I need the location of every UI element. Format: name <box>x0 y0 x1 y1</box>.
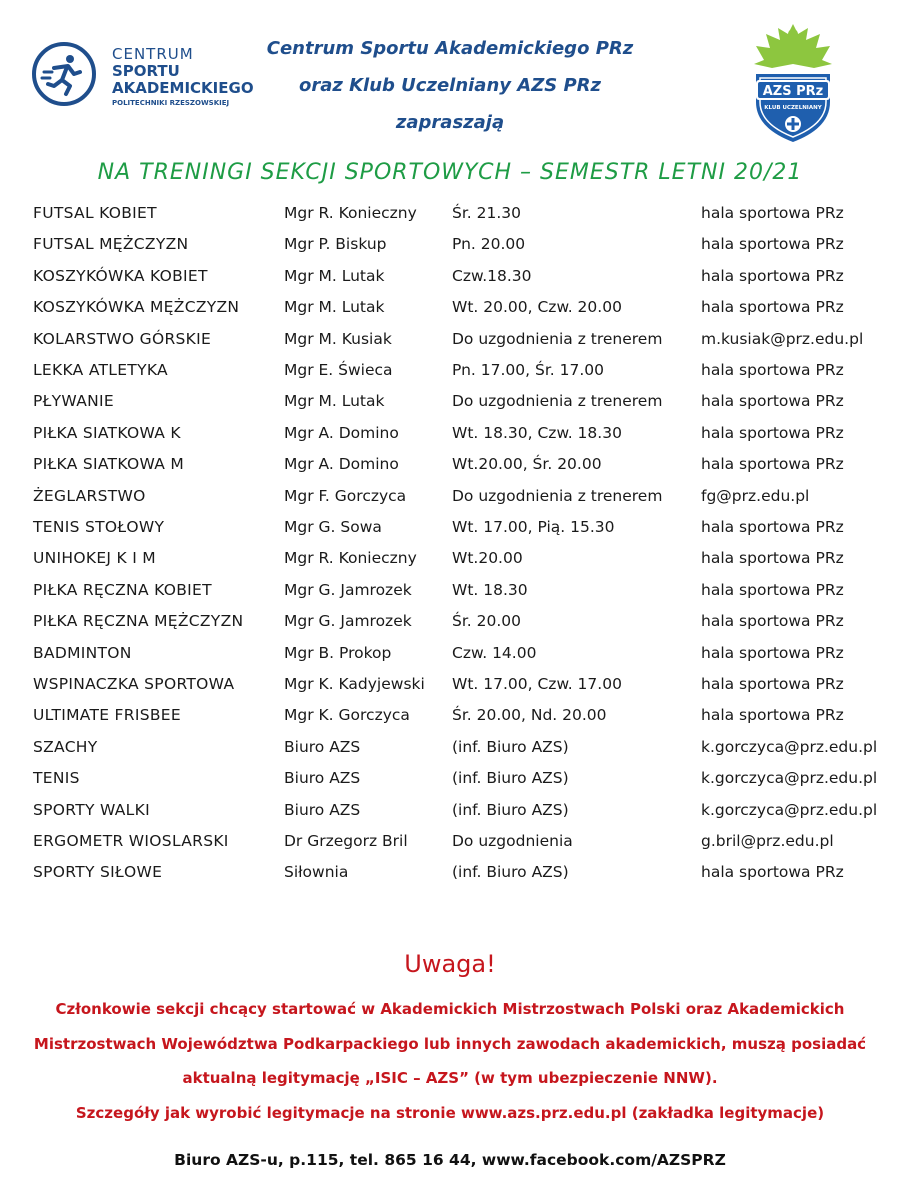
csa-logo-line2: SPORTU <box>112 62 180 80</box>
azs-logo <box>748 20 838 145</box>
coach-name: Mgr M. Kusiak <box>284 329 392 348</box>
schedule-row <box>0 549 900 580</box>
section-name: FUTSAL MĘŻCZYZN <box>33 235 189 254</box>
schedule-row <box>0 644 900 675</box>
coach-name: Biuro AZS <box>284 800 361 819</box>
training-time: Wt. 20.00, Czw. 20.00 <box>452 298 622 317</box>
training-location: hala sportowa PRz <box>701 675 844 693</box>
section-name: BADMINTON <box>33 643 132 662</box>
section-name: WSPINACZKA SPORTOWA <box>33 675 235 693</box>
training-time: Pn. 20.00 <box>452 235 526 254</box>
schedule-row <box>0 298 900 329</box>
coach-name: Biuro AZS <box>284 769 361 788</box>
training-location: hala sportowa PRz <box>701 580 844 599</box>
training-location: k.gorczyca@prz.edu.pl <box>701 737 878 756</box>
section-name: TENIS <box>33 769 80 788</box>
training-time: Wt. 17.00, Czw. 17.00 <box>452 675 622 693</box>
training-location: k.gorczyca@prz.edu.pl <box>701 800 878 819</box>
training-time: (inf. Biuro AZS) <box>452 800 569 819</box>
schedule-row <box>0 518 900 549</box>
note-line: Szczegóły jak wyrobić legitymacje na stronie www.azs.prz.edu.pl (zakładka legitymacje) <box>75 1103 825 1122</box>
training-time: Śr. 21.30 <box>452 204 522 222</box>
section-name: ERGOMETR WIOSLARSKI <box>33 832 229 850</box>
schedule-row <box>0 769 900 800</box>
training-time: (inf. Biuro AZS) <box>452 737 569 756</box>
training-time: Pn. 17.00, Śr. 17.00 <box>452 361 604 379</box>
section-name: KOLARSTWO GÓRSKIE <box>33 329 212 348</box>
training-location: hala sportowa PRz <box>701 612 844 631</box>
section-name: PŁYWANIE <box>33 392 114 411</box>
coach-name: Biuro AZS <box>284 737 361 756</box>
coach-name: Mgr M. Lutak <box>284 266 385 285</box>
schedule-row <box>0 801 900 832</box>
training-location: m.kusiak@prz.edu.pl <box>701 329 864 348</box>
coach-name: Mgr F. Gorczyca <box>284 486 407 505</box>
training-time: Śr. 20.00 <box>452 612 522 631</box>
schedule-row <box>0 392 900 423</box>
training-time: Czw.18.30 <box>452 266 532 285</box>
note-line: Mistrzostwach Województwa Podkarpackiego lub innych zawodach akademickich, muszą posiadać <box>33 1034 867 1053</box>
section-name: KOSZYKÓWKA MĘŻCZYZN <box>33 298 240 317</box>
coach-name: Mgr A. Domino <box>284 423 399 442</box>
section-name: SZACHY <box>33 737 98 756</box>
schedule-row <box>0 361 900 392</box>
coach-name: Dr Grzegorz Bril <box>284 832 408 850</box>
note-body <box>20 992 880 1130</box>
azs-eagle-shield-icon <box>748 20 838 145</box>
section-name: TENIS STOŁOWY <box>33 518 165 536</box>
section-name: FUTSAL KOBIET <box>33 204 157 222</box>
coach-name: Mgr M. Lutak <box>284 392 385 411</box>
section-name: PIŁKA SIATKOWA M <box>33 455 185 474</box>
training-location: hala sportowa PRz <box>701 423 844 442</box>
training-time: Wt. 17.00, Pią. 15.30 <box>452 518 615 536</box>
coach-name: Mgr R. Konieczny <box>284 204 417 222</box>
note-title: Uwaga! <box>404 950 496 978</box>
note-line: Członkowie sekcji chcący startować w Akademickich Mistrzostwach Polski oraz Akademickich <box>55 1000 845 1018</box>
training-time: Do uzgodnienia z trenerem <box>452 329 663 348</box>
training-time: Do uzgodnienia z trenerem <box>452 486 663 505</box>
inviters-line-1: Centrum Sportu Akademickiego PRz <box>266 38 634 59</box>
training-location: hala sportowa PRz <box>701 361 844 379</box>
inviters-line-2: oraz Klub Uczelniany AZS PRz <box>298 75 602 96</box>
training-location: hala sportowa PRz <box>701 863 844 882</box>
coach-name: Siłownia <box>284 863 349 882</box>
training-location: hala sportowa PRz <box>701 706 844 725</box>
training-time: Wt.20.00 <box>452 549 523 568</box>
training-time: Śr. 20.00, Nd. 20.00 <box>452 706 607 725</box>
inviters-line-3: zapraszają <box>395 112 505 133</box>
training-location: hala sportowa PRz <box>701 235 844 254</box>
training-time: Do uzgodnienia <box>452 832 573 850</box>
training-location: hala sportowa PRz <box>701 643 844 662</box>
csa-logo-line3: AKADEMICKIEGO <box>112 79 254 97</box>
section-name: SPORTY SIŁOWE <box>33 863 163 882</box>
schedule-row <box>0 612 900 643</box>
inviters-text <box>230 30 670 141</box>
schedule-row <box>0 581 900 612</box>
runner-icon <box>32 42 96 106</box>
section-name: SPORTY WALKI <box>33 800 150 819</box>
section-name: PIŁKA RĘCZNA KOBIET <box>33 580 212 599</box>
schedule-row <box>0 738 900 769</box>
footer-contact: Biuro AZS-u, p.115, tel. 865 16 44, www.facebook.com/AZSPRZ <box>174 1151 726 1169</box>
coach-name: Mgr G. Jamrozek <box>284 612 412 631</box>
training-location: hala sportowa PRz <box>701 455 844 474</box>
section-name: UNIHOKEJ K I M <box>33 549 156 568</box>
training-location: k.gorczyca@prz.edu.pl <box>701 769 878 788</box>
section-name: ULTIMATE FRISBEE <box>33 706 181 725</box>
training-time: Wt. 18.30 <box>452 580 528 599</box>
page-headline: NA TRENINGI SEKCJI SPORTOWYCH – SEMESTR LETNI 20/21 <box>97 160 803 185</box>
coach-name: Mgr A. Domino <box>284 455 399 474</box>
schedule-row <box>0 235 900 266</box>
csa-logo-line4: POLITECHNIKI RZESZOWSKIEJ <box>112 99 230 107</box>
schedule-row <box>0 330 900 361</box>
schedule-row <box>0 706 900 737</box>
section-name: PIŁKA SIATKOWA K <box>33 423 181 442</box>
section-name: ŻEGLARSTWO <box>33 486 146 505</box>
note-line: aktualną legitymację „ISIC – AZS” (w tym ubezpieczenie NNW). <box>182 1069 718 1087</box>
training-location: hala sportowa PRz <box>701 518 844 536</box>
azs-logo-sub: KLUB UCZELNIANY <box>764 105 822 111</box>
coach-name: Mgr G. Sowa <box>284 518 382 536</box>
training-location: hala sportowa PRz <box>701 266 844 285</box>
training-location: fg@prz.edu.pl <box>701 486 810 505</box>
csa-logo-line1: CENTRUM <box>112 45 194 63</box>
schedule-row <box>0 424 900 455</box>
section-name: PIŁKA RĘCZNA MĘŻCZYZN <box>33 612 244 631</box>
schedule-row <box>0 675 900 706</box>
training-location: hala sportowa PRz <box>701 204 844 222</box>
coach-name: Mgr P. Biskup <box>284 235 387 254</box>
training-time: Wt. 18.30, Czw. 18.30 <box>452 423 622 442</box>
coach-name: Mgr B. Prokop <box>284 643 392 662</box>
coach-name: Mgr K. Kadyjewski <box>284 675 425 693</box>
schedule-row <box>0 832 900 863</box>
schedule-row <box>0 487 900 518</box>
training-location: g.bril@prz.edu.pl <box>701 832 834 850</box>
schedule-row <box>0 267 900 298</box>
coach-name: Mgr M. Lutak <box>284 298 385 317</box>
training-location: hala sportowa PRz <box>701 549 844 568</box>
schedule-row <box>0 204 900 235</box>
schedule-row <box>0 455 900 486</box>
section-name: LEKKA ATLETYKA <box>33 361 168 379</box>
schedule-row <box>0 863 900 894</box>
training-location: hala sportowa PRz <box>701 392 844 411</box>
training-time: Do uzgodnienia z trenerem <box>452 392 663 411</box>
coach-name: Mgr K. Gorczyca <box>284 706 410 725</box>
training-time: (inf. Biuro AZS) <box>452 769 569 788</box>
training-location: hala sportowa PRz <box>701 298 844 317</box>
training-time: Czw. 14.00 <box>452 643 537 662</box>
coach-name: Mgr G. Jamrozek <box>284 580 412 599</box>
section-name: KOSZYKÓWKA KOBIET <box>33 266 208 285</box>
training-time: Wt.20.00, Śr. 20.00 <box>452 455 602 474</box>
azs-logo-main: AZS PRz <box>762 84 824 99</box>
coach-name: Mgr E. Świeca <box>284 361 393 379</box>
coach-name: Mgr R. Konieczny <box>284 549 417 568</box>
training-time: (inf. Biuro AZS) <box>452 863 569 882</box>
header <box>0 0 900 150</box>
